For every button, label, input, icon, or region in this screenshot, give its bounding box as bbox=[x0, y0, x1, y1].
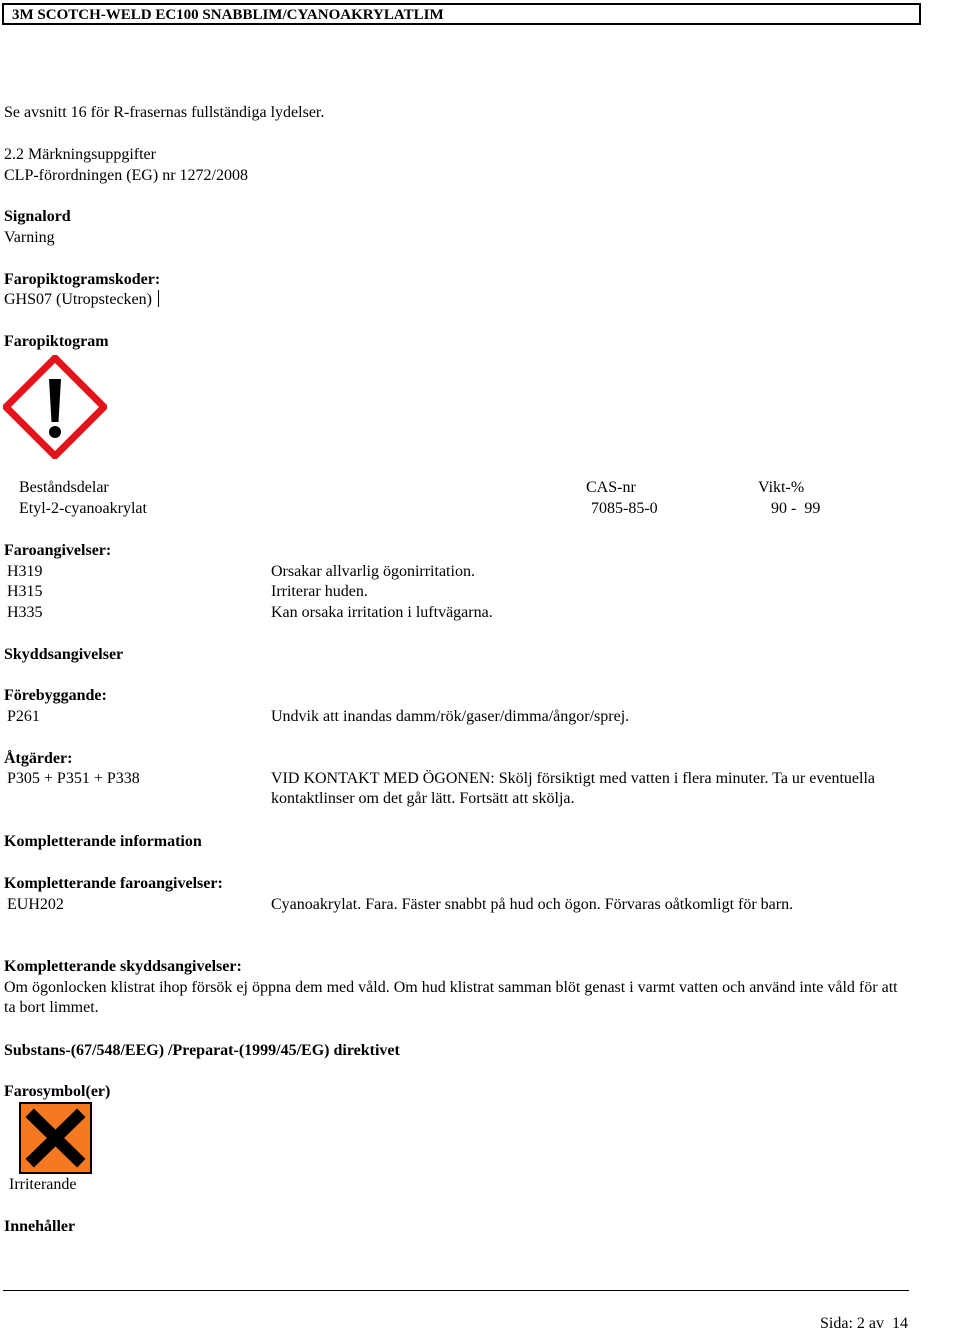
page-number: Sida: 2 av 14 bbox=[820, 1315, 908, 1332]
ingredients-header-name: Beståndsdelar bbox=[19, 479, 109, 496]
prevention-code: P261 bbox=[7, 708, 40, 725]
hazard-statements-label: Faroangivelser: bbox=[4, 542, 112, 559]
hazard-symbol-label: Farosymbol(er) bbox=[4, 1083, 111, 1100]
ingredient-name: Etyl-2-cyanoakrylat bbox=[19, 500, 147, 517]
signal-word-label: Signalord bbox=[4, 208, 71, 225]
hazard-symbol-caption: Irriterande bbox=[9, 1176, 77, 1193]
ghs07-exclamation-icon bbox=[3, 355, 107, 459]
hazard-text: Kan orsaka irritation i luftvägarna. bbox=[271, 604, 493, 621]
document-title: 3M SCOTCH-WELD EC100 SNABBLIM/CYANOAKRYLATLIM bbox=[12, 7, 444, 23]
ingredient-cas: 7085-85-0 bbox=[591, 500, 658, 517]
directive-heading: Substans-(67/548/EEG) /Preparat-(1999/45/EG) direktivet bbox=[4, 1042, 400, 1059]
r-phrases-note: Se avsnitt 16 för R-frasernas fullständiga lydelser. bbox=[4, 104, 325, 121]
pictogram-codes-label: Faropiktogramskoder: bbox=[4, 271, 161, 288]
hazard-code: H319 bbox=[7, 563, 43, 580]
hazard-text: Irriterar huden. bbox=[271, 583, 368, 600]
supplemental-hazard-label: Kompletterande faroangivelser: bbox=[4, 875, 223, 892]
footer-divider bbox=[3, 1290, 909, 1291]
section-heading-labeling: 2.2 Märkningsuppgifter bbox=[4, 146, 156, 163]
hazard-code: H335 bbox=[7, 604, 43, 621]
response-code: P305 + P351 + P338 bbox=[7, 770, 140, 787]
supplemental-label: Kompletterande information bbox=[4, 833, 202, 850]
document-header bbox=[2, 3, 921, 25]
ingredients-header-weight: Vikt-% bbox=[758, 479, 805, 496]
ingredient-weight: 90 - 99 bbox=[771, 500, 821, 517]
precautionary-label: Skyddsangivelser bbox=[4, 646, 124, 663]
response-text: VID KONTAKT MED ÖGONEN: Skölj försiktigt med vatten i flera minuter. Ta ur eventuella kontaktlinser om det går lätt. Fortsätt att skölja. bbox=[271, 770, 875, 807]
prevention-label: Förebyggande: bbox=[4, 687, 107, 704]
hazard-code: H315 bbox=[7, 583, 43, 600]
supplemental-precaution-text: Om ögonlocken klistrat ihop försök ej öppna dem med våld. Om hud klistrat samman blöt genast i varmt vatten och använd inte våld för att ta bort limmet. bbox=[4, 979, 898, 1016]
supplemental-precaution-label: Kompletterande skyddsangivelser: bbox=[4, 958, 242, 975]
pictogram-codes-value: GHS07 (Utropstecken) bbox=[4, 290, 159, 310]
pictogram-label: Faropiktogram bbox=[4, 333, 109, 350]
clp-regulation: CLP-förordningen (EG) nr 1272/2008 bbox=[4, 167, 248, 184]
xi-irritant-cross-icon bbox=[19, 1102, 92, 1174]
signal-word-value: Varning bbox=[4, 229, 55, 246]
ingredients-header-cas: CAS-nr bbox=[586, 479, 636, 496]
supplemental-hazard-text: Cyanoakrylat. Fara. Fäster snabbt på hud och ögon. Förvaras oåtkomligt för barn. bbox=[271, 896, 794, 913]
prevention-text: Undvik att inandas damm/rök/gaser/dimma/ångor/sprej. bbox=[271, 708, 630, 725]
contains-label: Innehåller bbox=[4, 1218, 76, 1235]
separator-bar bbox=[158, 290, 159, 307]
response-label: Åtgärder: bbox=[4, 750, 73, 767]
hazard-text: Orsakar allvarlig ögonirritation. bbox=[271, 563, 475, 580]
supplemental-hazard-code: EUH202 bbox=[7, 896, 64, 913]
